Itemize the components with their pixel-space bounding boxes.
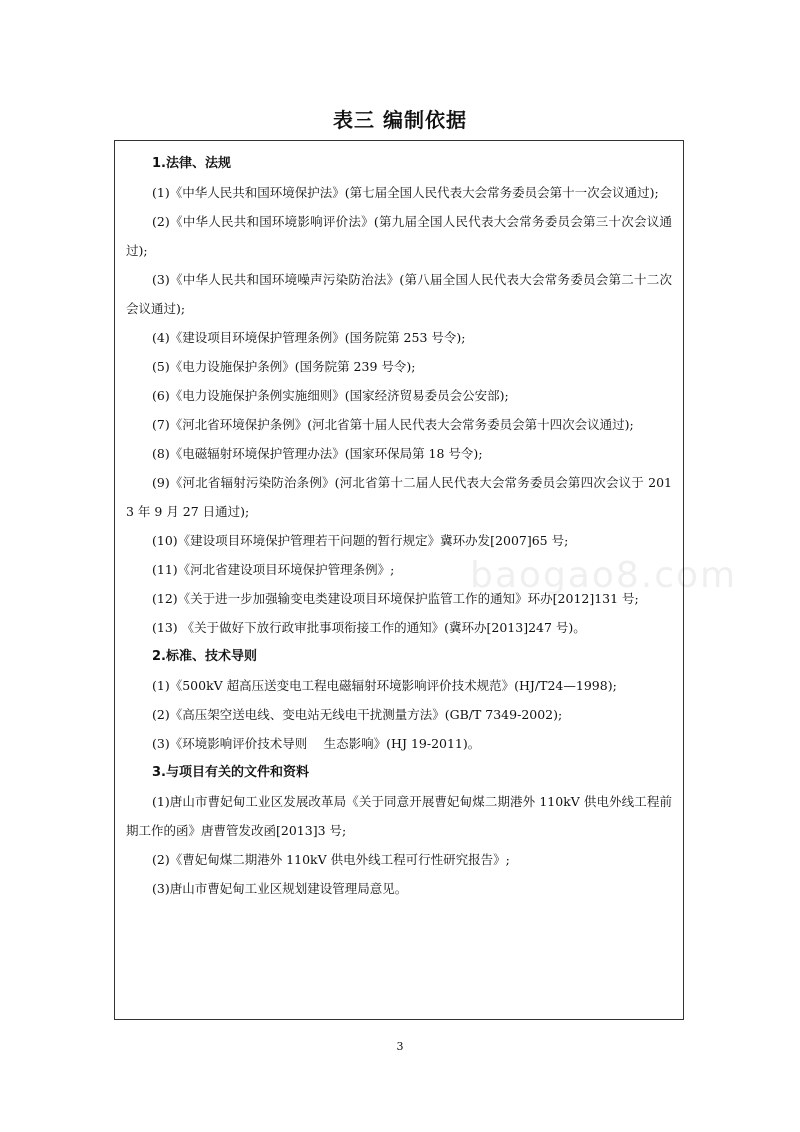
list-item: (6)《电力设施保护条例实施细则》(国家经济贸易委员会公安部);	[152, 388, 509, 403]
section-heading: 2.标准、技术导则	[152, 649, 257, 664]
page-number: 3	[396, 1040, 404, 1053]
list-item: (10)《建设项目环境保护管理若干问题的暂行规定》冀环办发[2007]65 号;	[152, 533, 569, 548]
list-item: (9)《河北省辐射污染防治条例》(河北省第十二届人民代表大会常务委员会第四次会议于 2013 年 9 月 27 日通过);	[126, 475, 672, 519]
list-item: (1)《500kV 超高压送变电工程电磁辐射环境影响评价技术规范》(HJ/T24—1998);	[152, 678, 617, 693]
list-item: (5)《电力设施保护条例》(国务院第 239 号令);	[152, 359, 416, 374]
list-item: (2)《中华人民共和国环境影响评价法》(第九届全国人民代表大会常务委员会第三十次会议通过);	[126, 214, 672, 258]
list-item: (12)《关于进一步加强输变电类建设项目环境保护监管工作的通知》环办[2012]131 号;	[152, 591, 639, 606]
list-item: (3)唐山市曹妃甸工业区规划建设管理局意见。	[152, 881, 408, 896]
section-heading: 3.与项目有关的文件和资料	[152, 765, 309, 780]
section-heading: 1.法律、法规	[152, 156, 231, 171]
list-item: (7)《河北省环境保护条例》(河北省第十届人民代表大会常务委员会第十四次会议通过);	[152, 417, 634, 432]
list-item: (1)《中华人民共和国环境保护法》(第七届全国人民代表大会常务委员会第十一次会议通过);	[152, 185, 659, 200]
list-item: (2)《高压架空送电线、变电站无线电干扰测量方法》(GB/T 7349-2002);	[152, 707, 563, 722]
watermark: baogao8.com	[470, 555, 738, 596]
list-item: (2)《曹妃甸煤二期港外 110kV 供电外线工程可行性研究报告》;	[152, 852, 510, 867]
list-item: (3)《中华人民共和国环境噪声污染防治法》(第八届全国人民代表大会常务委员会第二十二次会议通过);	[126, 272, 672, 316]
list-item: (8)《电磁辐射环境保护管理办法》(国家环保局第 18 号令);	[152, 446, 483, 461]
page-title: 表三 编制依据	[333, 108, 467, 132]
list-item: (11)《河北省建设项目环境保护管理条例》;	[152, 562, 395, 577]
content-body	[115, 149, 683, 903]
list-item: (1)唐山市曹妃甸工业区发展改革局《关于同意开展曹妃甸煤二期港外 110kV 供电外线工程前期工作的函》唐曹管发改函[2013]3 号;	[126, 794, 672, 838]
list-item: (4)《建设项目环境保护管理条例》(国务院第 253 号令);	[152, 330, 466, 345]
list-item: (3)《环境影响评价技术导则 生态影响》(HJ 19-2011)。	[152, 736, 481, 751]
list-item: (13) 《关于做好下放行政审批事项衔接工作的通知》(冀环办[2013]247 号)。	[152, 620, 586, 635]
